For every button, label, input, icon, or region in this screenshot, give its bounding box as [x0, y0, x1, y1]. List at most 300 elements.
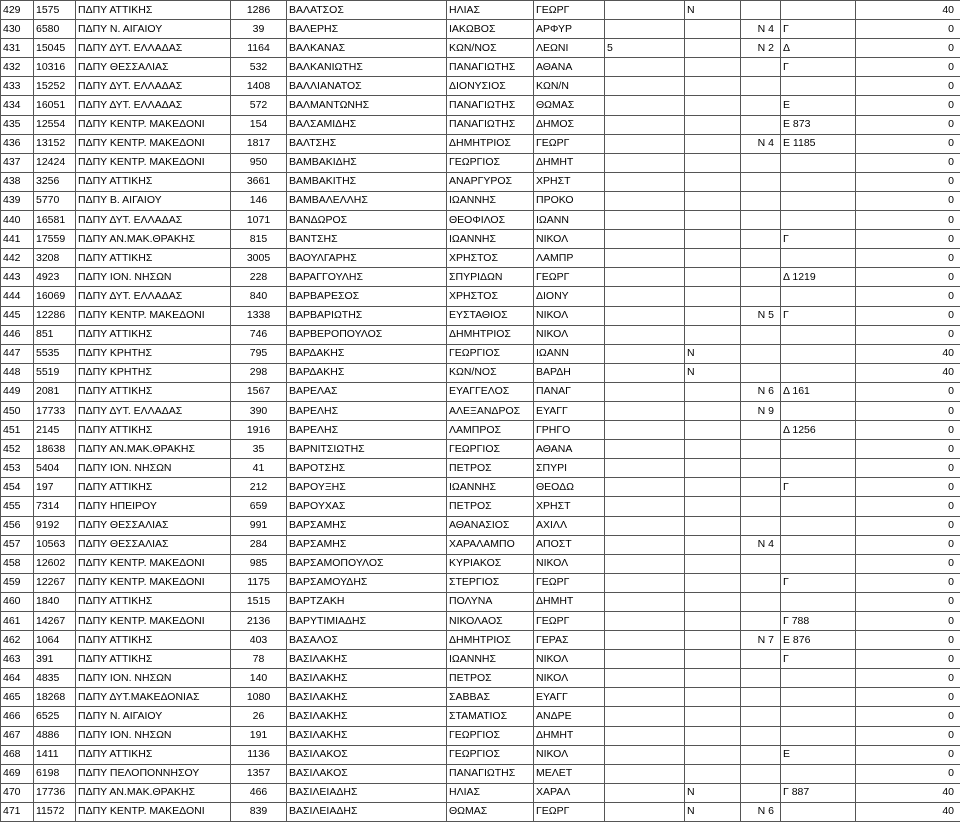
extra-cell — [605, 211, 685, 230]
points-cell: 0 — [856, 268, 960, 287]
points-cell: 0 — [856, 745, 960, 764]
points-cell: 40 — [856, 802, 960, 821]
n-cell — [741, 554, 781, 573]
id-cell: 197 — [34, 478, 76, 497]
id-cell: 17733 — [34, 401, 76, 420]
n-cell — [741, 268, 781, 287]
first-name-cell: ΑΛΕΞΑΝΔΡΟΣ — [447, 401, 534, 420]
first-name-cell: ΣΤΕΡΓΙΟΣ — [447, 573, 534, 592]
n-cell — [741, 363, 781, 382]
surname-cell: ΒΑΣΙΛΑΚΗΣ — [287, 650, 447, 669]
flag-cell — [685, 478, 741, 497]
id-cell: 10563 — [34, 535, 76, 554]
surname-cell: ΒΑΛΕΡΗΣ — [287, 20, 447, 39]
surname-cell: ΒΑΡΒΕΡΟΠΟΥΛΟΣ — [287, 325, 447, 344]
surname-cell: ΒΑΡΒΑΡΙΩΤΗΣ — [287, 306, 447, 325]
id-cell: 851 — [34, 325, 76, 344]
table-row — [1, 96, 960, 115]
directorate-cell: ΠΔΠΥ ΑΤΤΙΚΗΣ — [76, 1, 231, 20]
points-cell: 0 — [856, 191, 960, 210]
table-row — [1, 688, 960, 707]
table-row — [1, 191, 960, 210]
code-cell: 466 — [231, 783, 287, 802]
flag-cell: Ν — [685, 344, 741, 363]
row-number-cell: 453 — [1, 459, 34, 478]
n-cell — [741, 669, 781, 688]
id-cell: 1411 — [34, 745, 76, 764]
table-row — [1, 77, 960, 96]
table-row — [1, 230, 960, 249]
flag-cell — [685, 745, 741, 764]
id-cell: 12286 — [34, 306, 76, 325]
code-cell: 228 — [231, 268, 287, 287]
directorate-cell: ΠΔΠΥ Ν. ΑΙΓΑΙΟΥ — [76, 20, 231, 39]
first-name-cell: ΧΡΗΣΤΟΣ — [447, 287, 534, 306]
directorate-cell: ΠΔΠΥ ΚΕΝΤΡ. ΜΑΚΕΔΟΝΙ — [76, 134, 231, 153]
flag-cell — [685, 172, 741, 191]
surname-cell: ΒΑΡΕΛΗΣ — [287, 421, 447, 440]
n-cell — [741, 592, 781, 611]
row-number-cell: 457 — [1, 535, 34, 554]
directorate-cell: ΠΔΠΥ ΑΤΤΙΚΗΣ — [76, 325, 231, 344]
row-number-cell: 431 — [1, 39, 34, 58]
code-cell: 1567 — [231, 382, 287, 401]
directorate-cell: ΠΔΠΥ ΙΟΝ. ΝΗΣΩΝ — [76, 268, 231, 287]
flag-cell — [685, 764, 741, 783]
flag-cell — [685, 306, 741, 325]
father-name-cell: ΑΡΦΥΡ — [534, 20, 605, 39]
row-number-cell: 439 — [1, 191, 34, 210]
grade-cell: Δ 1256 — [781, 421, 856, 440]
row-number-cell: 455 — [1, 497, 34, 516]
table-row — [1, 707, 960, 726]
n-cell — [741, 497, 781, 516]
points-cell: 0 — [856, 287, 960, 306]
points-cell: 0 — [856, 459, 960, 478]
grade-cell: Γ — [781, 478, 856, 497]
grade-cell — [781, 554, 856, 573]
extra-cell — [605, 268, 685, 287]
n-cell — [741, 77, 781, 96]
first-name-cell: ΠΑΝΑΓΙΩΤΗΣ — [447, 58, 534, 77]
first-name-cell: ΣΠΥΡΙΔΩΝ — [447, 268, 534, 287]
first-name-cell: ΛΑΜΠΡΟΣ — [447, 421, 534, 440]
first-name-cell: ΕΥΑΓΓΕΛΟΣ — [447, 382, 534, 401]
directorate-cell: ΠΔΠΥ ΚΕΝΤΡ. ΜΑΚΕΔΟΝΙ — [76, 554, 231, 573]
row-number-cell: 434 — [1, 96, 34, 115]
row-number-cell: 458 — [1, 554, 34, 573]
flag-cell — [685, 96, 741, 115]
row-number-cell: 442 — [1, 249, 34, 268]
code-cell: 146 — [231, 191, 287, 210]
father-name-cell: ΝΙΚΟΛ — [534, 230, 605, 249]
extra-cell — [605, 58, 685, 77]
id-cell: 6580 — [34, 20, 76, 39]
points-cell: 40 — [856, 363, 960, 382]
father-name-cell: ΑΧΙΛΛ — [534, 516, 605, 535]
surname-cell: ΒΑΟΥΛΓΑΡΗΣ — [287, 249, 447, 268]
table-row — [1, 516, 960, 535]
points-cell: 0 — [856, 726, 960, 745]
surname-cell: ΒΑΣΙΛΕΙΑΔΗΣ — [287, 783, 447, 802]
father-name-cell: ΔΙΟΝΥ — [534, 287, 605, 306]
table-row — [1, 440, 960, 459]
points-cell: 0 — [856, 39, 960, 58]
father-name-cell: ΑΠΟΣΤ — [534, 535, 605, 554]
father-name-cell: ΑΘΑΝΑ — [534, 58, 605, 77]
flag-cell — [685, 20, 741, 39]
grade-cell — [781, 1, 856, 20]
flag-cell — [685, 459, 741, 478]
table-row — [1, 669, 960, 688]
extra-cell — [605, 172, 685, 191]
surname-cell: ΒΑΡΝΙΤΣΙΩΤΗΣ — [287, 440, 447, 459]
table-row — [1, 363, 960, 382]
extra-cell — [605, 115, 685, 134]
first-name-cell: ΓΕΩΡΓΙΟΣ — [447, 153, 534, 172]
table-row — [1, 554, 960, 573]
table-row — [1, 249, 960, 268]
table-row — [1, 382, 960, 401]
code-cell: 839 — [231, 802, 287, 821]
n-cell — [741, 287, 781, 306]
father-name-cell: ΓΕΩΡΓ — [534, 612, 605, 631]
directorate-cell: ΠΔΠΥ ΚΕΝΤΡ. ΜΑΚΕΔΟΝΙ — [76, 802, 231, 821]
extra-cell — [605, 535, 685, 554]
surname-cell: ΒΑΡΕΛΑΣ — [287, 382, 447, 401]
table-row — [1, 745, 960, 764]
n-cell — [741, 764, 781, 783]
father-name-cell: ΠΑΝΑΓ — [534, 382, 605, 401]
first-name-cell: ΔΗΜΗΤΡΙΟΣ — [447, 325, 534, 344]
extra-cell — [605, 592, 685, 611]
row-number-cell: 437 — [1, 153, 34, 172]
id-cell: 3256 — [34, 172, 76, 191]
surname-cell: ΒΑΜΒΑΚΙΤΗΣ — [287, 172, 447, 191]
directorate-cell: ΠΔΠΥ ΑΤΤΙΚΗΣ — [76, 592, 231, 611]
code-cell: 1357 — [231, 764, 287, 783]
code-cell: 1338 — [231, 306, 287, 325]
extra-cell — [605, 153, 685, 172]
extra-cell — [605, 516, 685, 535]
table-row — [1, 134, 960, 153]
flag-cell — [685, 631, 741, 650]
points-cell: 0 — [856, 631, 960, 650]
code-cell: 35 — [231, 440, 287, 459]
points-cell: 0 — [856, 650, 960, 669]
table-row — [1, 650, 960, 669]
code-cell: 3005 — [231, 249, 287, 268]
extra-cell — [605, 726, 685, 745]
grade-cell: Ε — [781, 96, 856, 115]
extra-cell — [605, 77, 685, 96]
points-cell: 0 — [856, 249, 960, 268]
points-cell: 0 — [856, 478, 960, 497]
row-number-cell: 471 — [1, 802, 34, 821]
flag-cell — [685, 497, 741, 516]
extra-cell — [605, 421, 685, 440]
flag-cell — [685, 58, 741, 77]
n-cell — [741, 478, 781, 497]
points-cell: 0 — [856, 669, 960, 688]
flag-cell — [685, 249, 741, 268]
grade-cell — [781, 211, 856, 230]
surname-cell: ΒΑΛΚΑΝΑΣ — [287, 39, 447, 58]
code-cell: 1071 — [231, 211, 287, 230]
directorate-cell: ΠΔΠΥ ΑΤΤΙΚΗΣ — [76, 650, 231, 669]
id-cell: 2145 — [34, 421, 76, 440]
father-name-cell: ΔΗΜΟΣ — [534, 115, 605, 134]
flag-cell — [685, 726, 741, 745]
surname-cell: ΒΑΡΔΑΚΗΣ — [287, 344, 447, 363]
extra-cell — [605, 573, 685, 592]
extra-cell — [605, 707, 685, 726]
surname-cell: ΒΑΣΙΛΑΚΟΣ — [287, 745, 447, 764]
id-cell: 13152 — [34, 134, 76, 153]
extra-cell — [605, 344, 685, 363]
id-cell: 7314 — [34, 497, 76, 516]
directorate-cell: ΠΔΠΥ ΑΤΤΙΚΗΣ — [76, 745, 231, 764]
father-name-cell: ΧΡΗΣΤ — [534, 497, 605, 516]
n-cell — [741, 211, 781, 230]
flag-cell — [685, 573, 741, 592]
id-cell: 4886 — [34, 726, 76, 745]
points-cell: 0 — [856, 172, 960, 191]
extra-cell — [605, 764, 685, 783]
surname-cell: ΒΑΛΣΑΜΙΔΗΣ — [287, 115, 447, 134]
father-name-cell: ΧΡΗΣΤ — [534, 172, 605, 191]
father-name-cell: ΓΕΩΡΓ — [534, 802, 605, 821]
extra-cell — [605, 478, 685, 497]
first-name-cell: ΠΕΤΡΟΣ — [447, 459, 534, 478]
id-cell: 2081 — [34, 382, 76, 401]
id-cell: 5519 — [34, 363, 76, 382]
row-number-cell: 465 — [1, 688, 34, 707]
directorate-cell: ΠΔΠΥ ΚΕΝΤΡ. ΜΑΚΕΔΟΝΙ — [76, 306, 231, 325]
points-cell: 0 — [856, 96, 960, 115]
surname-cell: ΒΑΣΙΛΑΚΗΣ — [287, 669, 447, 688]
points-cell: 0 — [856, 707, 960, 726]
first-name-cell: ΑΘΑΝΑΣΙΟΣ — [447, 516, 534, 535]
flag-cell: Ν — [685, 802, 741, 821]
first-name-cell: ΕΥΣΤΑΘΙΟΣ — [447, 306, 534, 325]
row-number-cell: 456 — [1, 516, 34, 535]
first-name-cell: ΝΙΚΟΛΑΟΣ — [447, 612, 534, 631]
points-cell: 0 — [856, 20, 960, 39]
table-row — [1, 726, 960, 745]
grade-cell — [781, 77, 856, 96]
points-cell: 0 — [856, 115, 960, 134]
code-cell: 1286 — [231, 1, 287, 20]
surname-cell: ΒΑΡΤΖΑΚΗ — [287, 592, 447, 611]
table-row — [1, 325, 960, 344]
first-name-cell: ΣΑΒΒΑΣ — [447, 688, 534, 707]
directorate-cell: ΠΔΠΥ ΔΥΤ.ΜΑΚΕΔΟΝΙΑΣ — [76, 688, 231, 707]
first-name-cell: ΔΙΟΝΥΣΙΟΣ — [447, 77, 534, 96]
grade-cell — [781, 325, 856, 344]
n-cell — [741, 573, 781, 592]
row-number-cell: 460 — [1, 592, 34, 611]
points-cell: 0 — [856, 134, 960, 153]
extra-cell — [605, 783, 685, 802]
father-name-cell: ΕΥΑΓΓ — [534, 401, 605, 420]
flag-cell — [685, 554, 741, 573]
id-cell: 6198 — [34, 764, 76, 783]
n-cell: Ν 4 — [741, 535, 781, 554]
surname-cell: ΒΑΝΤΣΗΣ — [287, 230, 447, 249]
grade-cell — [781, 688, 856, 707]
father-name-cell: ΛΑΜΠΡ — [534, 249, 605, 268]
surname-cell: ΒΑΡΟΥΧΑΣ — [287, 497, 447, 516]
father-name-cell: ΚΩΝ/Ν — [534, 77, 605, 96]
father-name-cell: ΓΡΗΓΟ — [534, 421, 605, 440]
row-number-cell: 450 — [1, 401, 34, 420]
extra-cell — [605, 554, 685, 573]
surname-cell: ΒΑΜΒΑΚΙΔΗΣ — [287, 153, 447, 172]
surname-cell: ΒΑΡΣΑΜΟΥΔΗΣ — [287, 573, 447, 592]
grade-cell — [781, 497, 856, 516]
grade-cell — [781, 516, 856, 535]
code-cell: 390 — [231, 401, 287, 420]
father-name-cell: ΣΠΥΡΙ — [534, 459, 605, 478]
surname-cell: ΒΑΡΕΛΗΣ — [287, 401, 447, 420]
grade-cell: Γ — [781, 650, 856, 669]
id-cell: 1840 — [34, 592, 76, 611]
extra-cell — [605, 650, 685, 669]
row-number-cell: 435 — [1, 115, 34, 134]
directorate-cell: ΠΔΠΥ ΠΕΛΟΠΟΝΝΗΣΟΥ — [76, 764, 231, 783]
points-cell: 0 — [856, 497, 960, 516]
father-name-cell: ΘΕΟΔΩ — [534, 478, 605, 497]
n-cell: Ν 7 — [741, 631, 781, 650]
directorate-cell: ΠΔΠΥ ΔΥΤ. ΕΛΛΑΔΑΣ — [76, 401, 231, 420]
code-cell: 840 — [231, 287, 287, 306]
directorate-cell: ΠΔΠΥ ΔΥΤ. ΕΛΛΑΔΑΣ — [76, 77, 231, 96]
grade-cell — [781, 802, 856, 821]
id-cell: 10316 — [34, 58, 76, 77]
father-name-cell: ΕΥΑΓΓ — [534, 688, 605, 707]
n-cell — [741, 344, 781, 363]
directorate-cell: ΠΔΠΥ ΚΡΗΤΗΣ — [76, 363, 231, 382]
directorate-cell: ΠΔΠΥ ΑΤΤΙΚΗΣ — [76, 249, 231, 268]
directorate-cell: ΠΔΠΥ Ν. ΑΙΓΑΙΟΥ — [76, 707, 231, 726]
flag-cell — [685, 77, 741, 96]
directorate-cell: ΠΔΠΥ ΑΤΤΙΚΗΣ — [76, 382, 231, 401]
surname-cell: ΒΑΡΣΑΜΟΠΟΥΛΟΣ — [287, 554, 447, 573]
extra-cell — [605, 96, 685, 115]
table-row — [1, 783, 960, 802]
flag-cell — [685, 115, 741, 134]
extra-cell — [605, 134, 685, 153]
grade-cell: Γ — [781, 306, 856, 325]
n-cell — [741, 172, 781, 191]
first-name-cell: ΙΩΑΝΝΗΣ — [447, 650, 534, 669]
flag-cell — [685, 592, 741, 611]
surname-cell: ΒΑΣΑΛΟΣ — [287, 631, 447, 650]
n-cell — [741, 1, 781, 20]
table-row — [1, 1, 960, 20]
grade-cell — [781, 459, 856, 478]
table-row — [1, 268, 960, 287]
points-cell: 0 — [856, 516, 960, 535]
directorate-cell: ΠΔΠΥ ΗΠΕΙΡΟΥ — [76, 497, 231, 516]
first-name-cell: ΧΑΡΑΛΑΜΠΟ — [447, 535, 534, 554]
id-cell: 12602 — [34, 554, 76, 573]
directorate-cell: ΠΔΠΥ ΑΤΤΙΚΗΣ — [76, 421, 231, 440]
id-cell: 6525 — [34, 707, 76, 726]
id-cell: 14267 — [34, 612, 76, 631]
flag-cell — [685, 134, 741, 153]
code-cell: 298 — [231, 363, 287, 382]
points-cell: 0 — [856, 535, 960, 554]
first-name-cell: ΠΕΤΡΟΣ — [447, 669, 534, 688]
grade-cell: Γ — [781, 58, 856, 77]
n-cell — [741, 650, 781, 669]
surname-cell: ΒΑΡΥΤΙΜΙΑΔΗΣ — [287, 612, 447, 631]
grade-cell: Ε 1185 — [781, 134, 856, 153]
extra-cell — [605, 20, 685, 39]
father-name-cell: ΙΩΑΝΝ — [534, 211, 605, 230]
points-cell: 0 — [856, 440, 960, 459]
code-cell: 39 — [231, 20, 287, 39]
grade-cell — [781, 669, 856, 688]
code-cell: 26 — [231, 707, 287, 726]
extra-cell — [605, 688, 685, 707]
flag-cell — [685, 230, 741, 249]
id-cell: 5535 — [34, 344, 76, 363]
table-row — [1, 459, 960, 478]
points-cell: 0 — [856, 573, 960, 592]
code-cell: 3661 — [231, 172, 287, 191]
n-cell — [741, 115, 781, 134]
flag-cell: Ν — [685, 1, 741, 20]
code-cell: 985 — [231, 554, 287, 573]
flag-cell — [685, 211, 741, 230]
grade-cell — [781, 191, 856, 210]
row-number-cell: 444 — [1, 287, 34, 306]
first-name-cell: ΑΝΑΡΓΥΡΟΣ — [447, 172, 534, 191]
father-name-cell: ΠΡΟΚΟ — [534, 191, 605, 210]
row-number-cell: 459 — [1, 573, 34, 592]
surname-cell: ΒΑΡΟΥΞΗΣ — [287, 478, 447, 497]
points-cell: 0 — [856, 764, 960, 783]
extra-cell — [605, 401, 685, 420]
directorate-cell: ΠΔΠΥ ΔΥΤ. ΕΛΛΑΔΑΣ — [76, 211, 231, 230]
father-name-cell: ΔΗΜΗΤ — [534, 592, 605, 611]
code-cell: 284 — [231, 535, 287, 554]
flag-cell — [685, 401, 741, 420]
surname-cell: ΒΑΛΤΣΗΣ — [287, 134, 447, 153]
grade-cell: Γ — [781, 230, 856, 249]
surname-cell: ΒΑΣΙΛΑΚΗΣ — [287, 726, 447, 745]
directorate-cell: ΠΔΠΥ ΚΕΝΤΡ. ΜΑΚΕΔΟΝΙ — [76, 573, 231, 592]
n-cell — [741, 153, 781, 172]
flag-cell — [685, 669, 741, 688]
table-body — [1, 1, 960, 822]
points-cell: 0 — [856, 77, 960, 96]
extra-cell: 5 — [605, 39, 685, 58]
points-cell: 0 — [856, 592, 960, 611]
directorate-cell: ΠΔΠΥ ΑΝ.ΜΑΚ.ΘΡΑΚΗΣ — [76, 230, 231, 249]
flag-cell — [685, 191, 741, 210]
father-name-cell: ΝΙΚΟΛ — [534, 325, 605, 344]
directorate-cell: ΠΔΠΥ ΔΥΤ. ΕΛΛΑΔΑΣ — [76, 287, 231, 306]
flag-cell — [685, 688, 741, 707]
first-name-cell: ΓΕΩΡΓΙΟΣ — [447, 440, 534, 459]
extra-cell — [605, 631, 685, 650]
row-number-cell: 452 — [1, 440, 34, 459]
father-name-cell: ΒΑΡΔΗ — [534, 363, 605, 382]
